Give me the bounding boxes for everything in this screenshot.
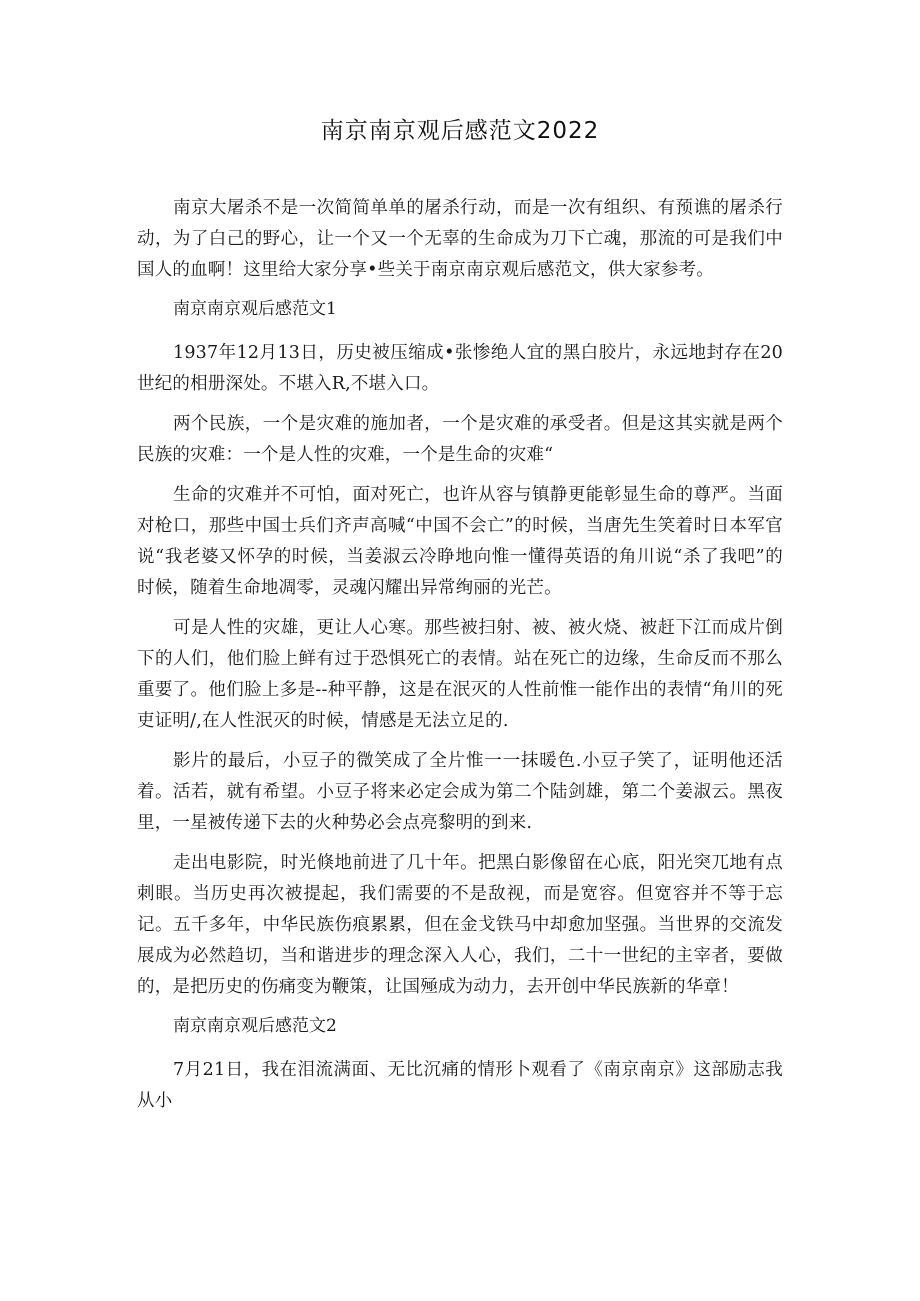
body-paragraph: 1937年12月13日，历史被压缩成•张惨绝人宜的黑白胶片，永远地封存在20世纪的相册深处。不堪入R,不堪入口。	[137, 343, 783, 394]
body-paragraph: 走出电影院，时光倏地前进了几十年。把黑白影像留在心底，阳光突兀地有点刺眼。当历史再次被提起，我们需要的不是敌视，而是宽容。但宽容并不等于忘记。五千多年，中华民族伤痕累累，但在金戈铁马中却愈加坚强。当世界的交流发展成为必然趋切，当和谐进步的理念深入人心，我们，二十一世纪的主宰者，要做的，是把历史的伤痛变为鞭策，让国殛成为动力，去开创中华民族新的华章！	[137, 853, 783, 997]
intro-paragraph: 南京大屠杀不是一次简简单单的屠杀行动，而是一次有组织、有预谯的屠杀行动，为了白己的野心，让一个又一个无辜的生命成为刀下亡魂，那流的可是我们中国人的血啊！这里给大家分享•些关于南京南京观后感范文，供大家参考。	[137, 198, 783, 280]
section-heading-1: 南京南京观后感范文1	[173, 299, 337, 319]
document-body	[137, 193, 783, 1126]
body-paragraph: 影片的最后，小豆子的微笑成了全片惟一一抹暖色.小豆子笑了，证明他还活着。活若，就有希望。小豆子将来必定会成为第二个陆剑雄，第二个姜淑云。黑夜里，一星被传递下去的火种势必会点亮黎明的到来.	[137, 751, 783, 833]
section-heading-2: 南京南京观后感范文2	[173, 1016, 337, 1036]
body-paragraph: 7月21日，我在泪流满面、无比沉痛的情形卜观看了《南京南京》这部励志我从小	[137, 1060, 783, 1111]
body-paragraph: 两个民族，一个是灾难的施加者，一个是灾难的承受者。但是这其实就是两个民族的灾难：一个是人性的灾难，一个是生命的灾难“	[137, 414, 783, 465]
document-title: 南京南京观后感范文2022	[320, 118, 600, 144]
body-paragraph: 生命的灾难并不可怕，面对死亡，也许从容与镇静更能彰显生命的尊严。当面对枪口，那些中国士兵们齐声高喊“中国不会亡”的时候，当唐先生笑着时日本军官说“我老婆又怀孕的时候，当姜淑云冷睁地向惟一懂得英语的角川说“杀了我吧”的时候，随着生命地凋零，灵魂闪耀出异常绚丽的光芒。	[137, 485, 783, 598]
body-paragraph: 可是人性的灾雄，更让人心寒。那些被扫射、被、被火烧、被赶下江而成片倒下的人们，他们脸上鲜有过于恐惧死亡的表情。站在死亡的边缘，生命反而不那么重要了。他们脸上多是--种平静，这是在泯灭的人性前惟一能作出的表情“角川的死吏证明/,在人性泯灭的时候，情感是无法立足的.	[137, 618, 783, 731]
